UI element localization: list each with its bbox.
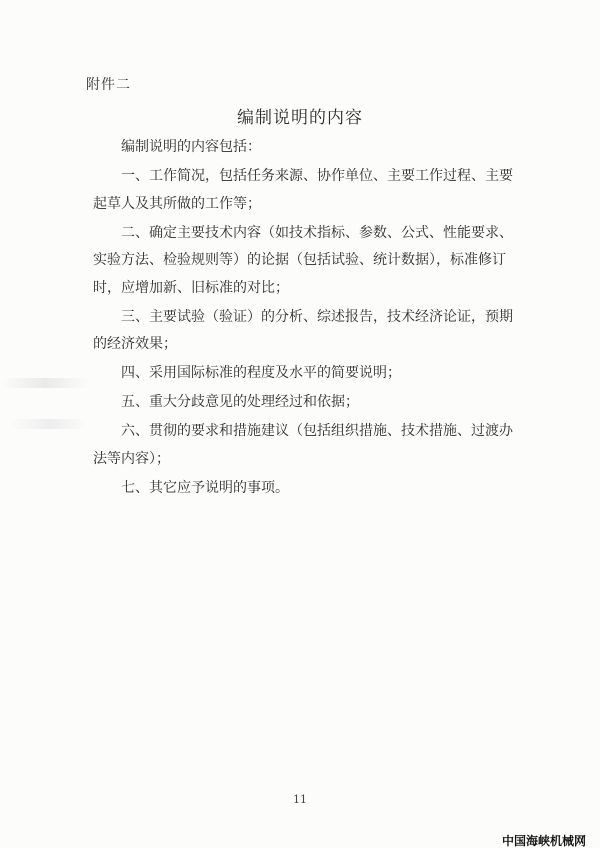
item-paragraph-3 bbox=[93, 304, 513, 359]
watermark-text: 中国海峡机械网 bbox=[501, 834, 586, 848]
document-body bbox=[93, 134, 513, 502]
item-5-line-1: 五、重大分歧意见的处理经过和依据； bbox=[121, 394, 359, 410]
item-3-line-1: 三、主要试验（验证）的分析、综述报告，技术经济论证，预期 bbox=[121, 308, 513, 325]
page-title: 编制说明的内容 bbox=[237, 108, 363, 128]
item-paragraph-1 bbox=[93, 163, 513, 218]
item-4-line-1: 四、采用国际标准的程度及水平的简要说明； bbox=[121, 365, 401, 381]
item-paragraph-6 bbox=[93, 418, 513, 473]
item-paragraph-2 bbox=[93, 220, 513, 303]
item-7-line-1: 七、其它应予说明的事项。 bbox=[121, 479, 289, 496]
item-3-line-2: 的经济效果； bbox=[93, 336, 177, 352]
attachment-label: 附件二 bbox=[86, 77, 131, 93]
item-1-line-2: 起草人及其所做的工作等； bbox=[93, 195, 261, 212]
item-2-line-2: 实验方法、检验规则等）的论据（包括试验、统计数据），标准修订 bbox=[93, 252, 506, 268]
item-2-line-1: 二、确定主要技术内容（如技术指标、参数、公式、性能要求、 bbox=[121, 224, 513, 241]
scan-bleed-mark bbox=[0, 378, 90, 388]
item-2-line-3: 时，应增加新、旧标准的对比； bbox=[93, 279, 289, 296]
item-6-line-2: 法等内容）； bbox=[93, 450, 170, 467]
item-1-line-1: 一、工作简况，包括任务来源、协作单位、主要工作过程、主要 bbox=[121, 168, 513, 184]
item-paragraph-4 bbox=[93, 360, 513, 388]
page-number: 11 bbox=[293, 793, 307, 806]
item-6-line-1: 六、贯彻的要求和措施建议（包括组织措施、技术措施、过渡办 bbox=[121, 423, 513, 439]
item-paragraph-5 bbox=[93, 389, 513, 417]
scan-bleed-mark bbox=[10, 419, 90, 429]
item-paragraph-7 bbox=[93, 475, 513, 503]
intro-paragraph: 编制说明的内容包括： bbox=[121, 139, 261, 155]
